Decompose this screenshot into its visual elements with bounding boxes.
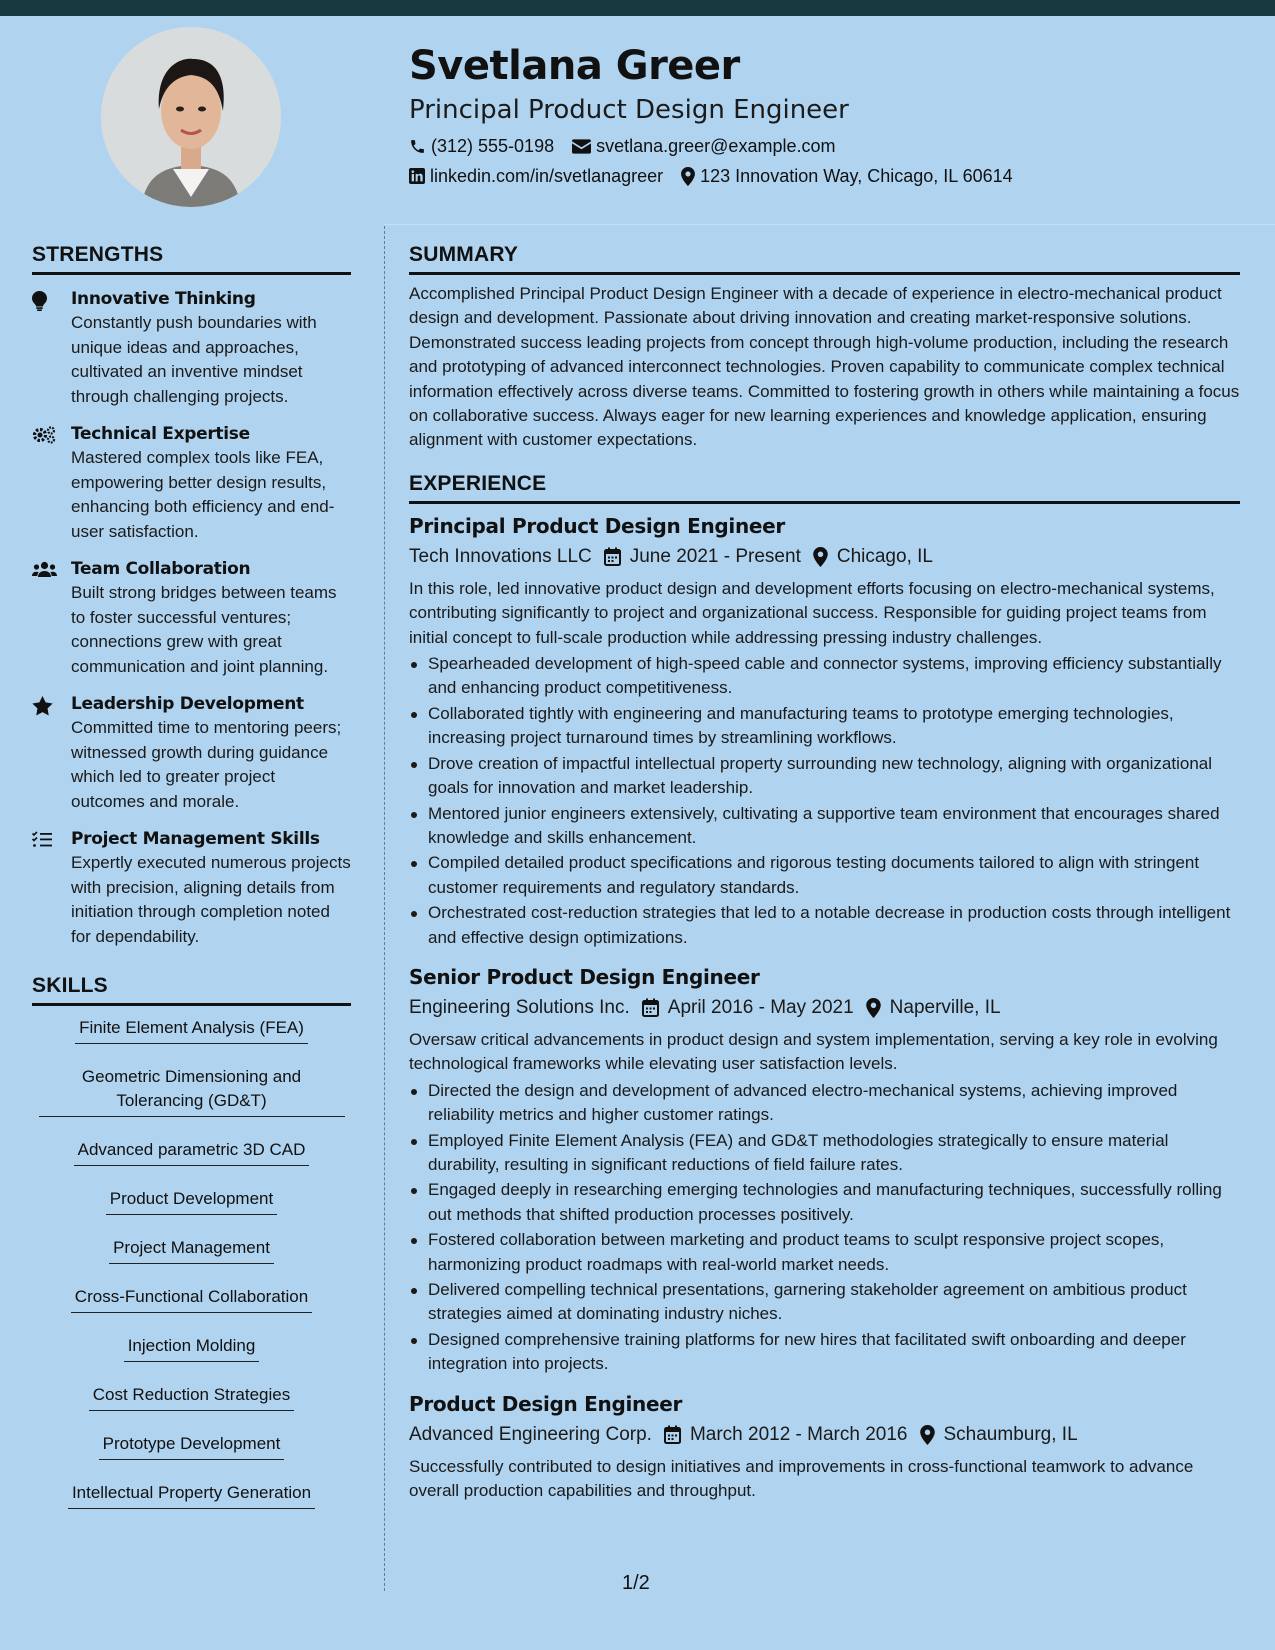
strength-desc: Constantly push boundaries with unique ideas and approaches, cultivated an inventive mindset through challenging projects. — [71, 313, 317, 406]
strengths-list — [32, 287, 351, 949]
strength-desc: Expertly executed numerous projects with precision, aligning details from initiation through completion noted for dependability. — [71, 853, 351, 946]
envelope-icon — [572, 139, 591, 154]
strength-item — [32, 422, 351, 544]
job-entry — [409, 964, 1240, 1377]
list-check-icon — [32, 831, 52, 848]
list-item: Directed the design and development of advanced electro-mechanical systems, achieving improved reliability metrics and higher customer ratings. — [409, 1079, 1240, 1128]
job-meta — [409, 995, 1240, 1021]
phone-contact[interactable] — [409, 134, 554, 158]
candidate-name: Svetlana Greer — [409, 43, 740, 89]
job-bullets — [409, 1079, 1240, 1377]
skills-list — [32, 1016, 351, 1509]
strength-desc: Mastered complex tools like FEA, empowering better design results, enhancing both efficiency and end-user satisfaction. — [71, 448, 335, 541]
strength-desc: Committed time to mentoring peers; witnessed growth during guidance which led to greater project outcomes and morale. — [71, 718, 342, 811]
job-dates-group — [604, 544, 801, 570]
list-item: Fostered collaboration between marketing and product teams to sculpt responsive project scopes, harmonizing product roadmaps with real-world market needs. — [409, 1228, 1240, 1277]
map-pin-icon — [866, 998, 881, 1018]
job-bullets — [409, 652, 1240, 950]
job-dates-group — [642, 995, 854, 1021]
strength-item — [32, 692, 351, 814]
phone-text: (312) 555-0198 — [431, 136, 555, 156]
linkedin-icon — [409, 168, 425, 184]
job-location-group — [813, 544, 933, 570]
strengths-heading: STRENGTHS — [32, 242, 351, 275]
job-company: Advanced Engineering Corp. — [409, 1423, 652, 1445]
calendar-icon — [604, 547, 621, 566]
list-item: Designed comprehensive training platforms for new hires that facilitated swift onboarding and deeper integration into projects. — [409, 1328, 1240, 1377]
strength-title: Team Collaboration — [71, 559, 251, 579]
top-bar — [0, 0, 1275, 16]
map-pin-icon — [813, 547, 828, 567]
list-item: Compiled detailed product specifications and rigorous testing documents tailored to align with stringent customer requirements and regulatory standards. — [409, 851, 1240, 900]
job-dates: June 2021 - Present — [629, 545, 801, 567]
job-title: Senior Product Design Engineer — [409, 964, 760, 989]
profile-photo — [101, 27, 281, 207]
job-location: Chicago, IL — [836, 545, 933, 567]
left-column — [32, 242, 351, 1530]
skill-item: Cross-Functional Collaboration — [32, 1285, 351, 1313]
phone-icon — [409, 138, 426, 155]
strength-title: Technical Expertise — [71, 424, 250, 444]
strength-desc: Built strong bridges between teams to foster successful ventures; connections grew with great communication and joint planning. — [71, 583, 337, 676]
calendar-icon — [642, 998, 659, 1017]
list-item: Spearheaded development of high-speed cable and connector systems, improving efficiency substantially and enhancing product competitiveness. — [409, 652, 1240, 701]
page-number: 1/2 — [622, 1572, 650, 1594]
list-item: Collaborated tightly with engineering and manufacturing teams to prototype emerging technologies, increasing project turnaround times by streamlining workflows. — [409, 702, 1240, 751]
map-pin-icon — [920, 1425, 935, 1445]
summary-heading: SUMMARY — [409, 242, 1240, 275]
skill-item: Project Management — [32, 1236, 351, 1264]
strength-title: Leadership Development — [71, 694, 304, 714]
list-item: Mentored junior engineers extensively, cultivating a supportive team environment that encourages shared knowledge and skills enhancement. — [409, 802, 1240, 851]
map-pin-icon — [681, 167, 695, 186]
skill-item: Intellectual Property Generation — [32, 1481, 351, 1509]
summary-text: Accomplished Principal Product Design Engineer with a decade of experience in electro-mechanical product design and development. Passionate about driving innovation and creating market-responsive solutions. Demonstrated success leading projects from concept through high-volume production, including the research and prototyping of advanced interconnect technologies. Proven capability to communicate complex technical information effectively across diverse teams. Committed to fostering growth in others while maintaining a focus on collaborative success. Always eager for new learning experiences and knowledge application, ensuring alignment with customer expectations. — [409, 284, 1240, 450]
experience-heading: EXPERIENCE — [409, 471, 1240, 504]
job-title: Product Design Engineer — [409, 1391, 683, 1416]
strength-item — [32, 827, 351, 949]
job-dates-group — [664, 1422, 908, 1448]
email-contact[interactable] — [572, 134, 835, 158]
gears-icon — [32, 426, 56, 444]
skill-item: Prototype Development — [32, 1432, 351, 1460]
contact-row-2 — [409, 164, 1239, 188]
skills-heading: SKILLS — [32, 973, 351, 1006]
resume-header — [409, 40, 1239, 188]
strength-title: Innovative Thinking — [71, 289, 256, 309]
job-dates: April 2016 - May 2021 — [667, 996, 854, 1018]
header-divider — [384, 224, 1275, 225]
skill-item: Product Development — [32, 1187, 351, 1215]
linkedin-contact[interactable] — [409, 164, 663, 188]
job-entry — [409, 1391, 1240, 1504]
job-company: Engineering Solutions Inc. — [409, 996, 630, 1018]
email-text: svetlana.greer@example.com — [596, 136, 836, 156]
calendar-icon — [664, 1425, 681, 1444]
job-description: Successfully contributed to design initiatives and improvements in cross-functional teamwork to advance overall production capabilities and throughput. — [409, 1456, 1194, 1501]
strength-item — [32, 287, 351, 409]
list-item: Drove creation of impactful intellectual property surrounding new technology, aligning with organizational goals for innovation and market leadership. — [409, 752, 1240, 801]
contact-row-1 — [409, 134, 1239, 158]
strength-item — [32, 557, 351, 679]
job-location-group — [920, 1422, 1078, 1448]
job-dates: March 2012 - March 2016 — [689, 1423, 908, 1445]
skill-item: Injection Molding — [32, 1334, 351, 1362]
job-title: Principal Product Design Engineer — [409, 513, 785, 538]
list-item: Delivered compelling technical presentations, garnering stakeholder agreement on ambitious product strategies aimed at dominating industry niches. — [409, 1278, 1240, 1327]
candidate-title: Principal Product Design Engineer — [409, 95, 849, 125]
lightbulb-icon — [32, 291, 47, 311]
strength-title: Project Management Skills — [71, 829, 320, 849]
users-icon — [32, 561, 57, 578]
skill-item: Finite Element Analysis (FEA) — [32, 1016, 351, 1044]
column-divider — [384, 226, 385, 1591]
job-location-group — [866, 995, 1001, 1021]
star-icon — [32, 696, 53, 716]
list-item: Employed Finite Element Analysis (FEA) and GD&T methodologies strategically to ensure material durability, resulting in significant reductions of field failure rates. — [409, 1129, 1240, 1178]
job-location: Naperville, IL — [889, 996, 1001, 1018]
skill-item: Geometric Dimensioning and Tolerancing (GD&T) — [32, 1065, 351, 1117]
job-meta — [409, 544, 1240, 570]
job-meta — [409, 1422, 1240, 1448]
address-contact — [681, 164, 1013, 188]
address-text: 123 Innovation Way, Chicago, IL 60614 — [700, 166, 1013, 186]
skill-item: Advanced parametric 3D CAD — [32, 1138, 351, 1166]
job-description: In this role, led innovative product design and development efforts focusing on electro-mechanical systems, contributing significantly to project and organizational success. Responsible for guiding project teams from initial concept to full-scale production while addressing pressing industry challenges. — [409, 578, 1215, 647]
skill-item: Cost Reduction Strategies — [32, 1383, 351, 1411]
right-column — [409, 242, 1240, 1503]
job-company: Tech Innovations LLC — [409, 545, 592, 567]
linkedin-text: linkedin.com/in/svetlanagreer — [430, 166, 664, 186]
list-item: Orchestrated cost-reduction strategies that led to a notable decrease in production costs through intelligent and effective design optimizations. — [409, 901, 1240, 950]
list-item: Engaged deeply in researching emerging technologies and manufacturing techniques, successfully rolling out methods that shifted production processes positively. — [409, 1178, 1240, 1227]
job-location: Schaumburg, IL — [943, 1423, 1078, 1445]
job-description: Oversaw critical advancements in product design and system implementation, serving a key role in evolving technological frameworks while elevating user satisfaction levels. — [409, 1029, 1218, 1074]
job-entry — [409, 513, 1240, 950]
